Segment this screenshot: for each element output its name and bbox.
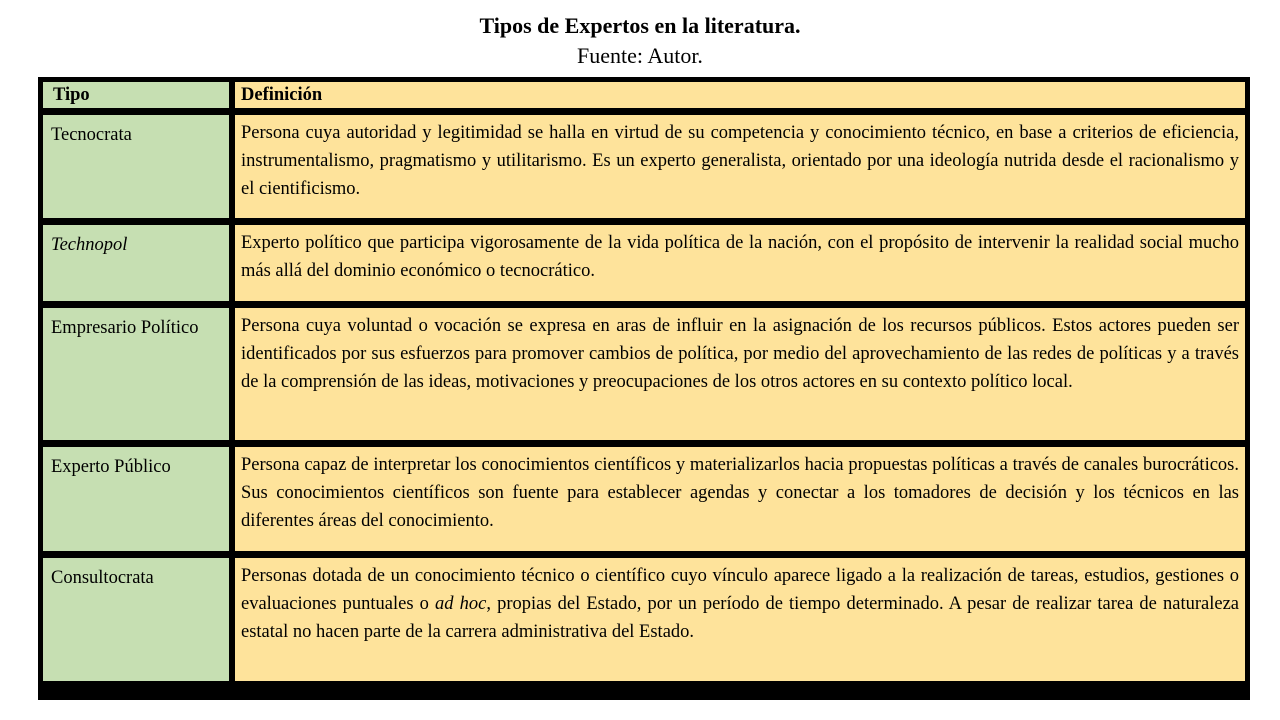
row-tipo	[43, 115, 235, 218]
row-definicion: Persona cuya voluntad o vocación se expresa en aras de influir en la asignación de los recursos públicos. Estos actores pueden ser identificados por sus esfuerzos para promover cambios de política, por medio del aprovechamiento de las redes de políticas y a través de la comprensión de las ideas, motivaciones y preocupaciones de los otros actores en su contexto político local.	[235, 308, 1245, 440]
tipo-label: Empresario Político	[51, 318, 199, 338]
table-row	[43, 308, 1245, 440]
row-definicion: Persona capaz de interpretar los conocimientos científicos y materializarlos hacia propuestas políticas a través de canales burocráticos. Sus conocimientos científicos son fuente para establecer agendas y conectar a los tomadores de decisión y los técnicos en las diferentes áreas del conocimiento.	[235, 447, 1245, 551]
experts-table-grid	[43, 75, 1245, 688]
row-definicion	[235, 558, 1245, 681]
row-tipo	[43, 308, 235, 440]
tipo-label: Tecnocrata	[51, 125, 132, 145]
table-header-row	[43, 82, 1245, 108]
heading	[0, 10, 1280, 70]
tipo-label: Experto Público	[51, 457, 171, 477]
page-title: Tipos de Expertos en la literatura.	[479, 13, 801, 38]
row-definicion: Experto político que participa vigorosamente de la vida política de la nación, con el propósito de intervenir la realidad social mucho más allá del dominio económico o tecnocrático.	[235, 225, 1245, 301]
tipo-label: Consultocrata	[51, 568, 154, 588]
table-row	[43, 225, 1245, 301]
table-row	[43, 558, 1245, 681]
tipo-label: Technopol	[51, 235, 128, 255]
page-subtitle: Fuente: Autor.	[577, 43, 703, 68]
row-definicion: Persona cuya autoridad y legitimidad se halla en virtud de su competencia y conocimiento técnico, en base a criterios de eficiencia, instrumentalismo, pragmatismo y utilitarismo. Es un experto generalista, orientado por una ideología nutrida desde el racionalismo y el cientificismo.	[235, 115, 1245, 218]
definicion-part: , propias del Estado, por un período de tiempo determinado. A pesar de realizar tarea de naturaleza estatal no hacen parte de la carrera administrativa del Estado.	[241, 594, 1239, 642]
row-tipo	[43, 558, 235, 681]
row-tipo	[43, 225, 235, 301]
row-tipo	[43, 447, 235, 551]
table-row	[43, 447, 1245, 551]
header-tipo: Tipo	[43, 82, 235, 108]
definicion-part: Personas dotada de un conocimiento técnico o científico cuyo vínculo aparece ligado a la realización de tareas, estudios, gestiones o evaluaciones puntuales o	[241, 566, 1239, 614]
definicion-italic: ad hoc	[435, 594, 487, 614]
header-definicion: Definición	[235, 82, 1245, 108]
table-row	[43, 115, 1245, 218]
experts-table	[38, 77, 1250, 700]
